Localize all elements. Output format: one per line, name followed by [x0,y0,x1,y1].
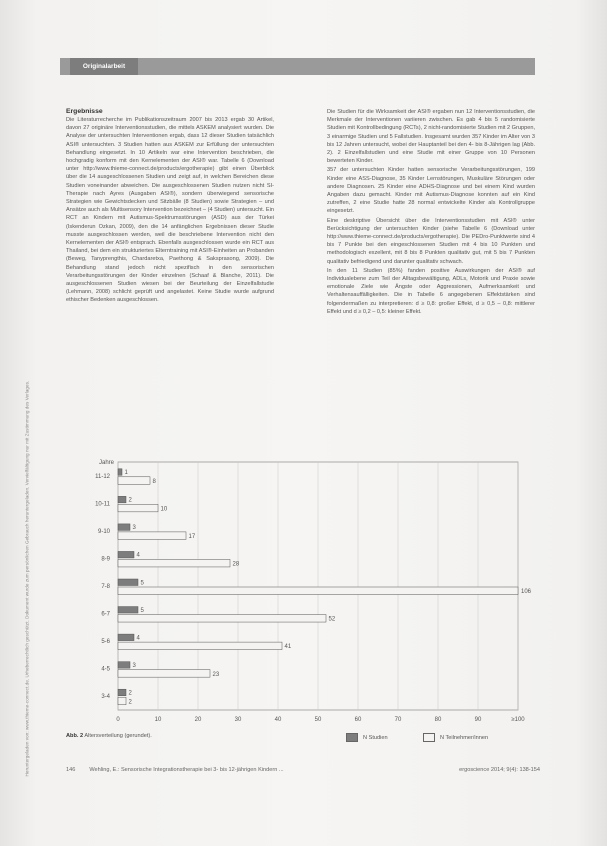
left-paragraph: Die Literaturrecherche im Publikationszeitraum 2007 bis 2013 ergab 30 Artikel, davon 27 originäre Interventionsstudien, die mittels ASKEM analysiert wurden. Die Analyse der untersuchten Interventionen ergab, dass 12 dieser Studien tatsächlich ASI® untersuchten. 3 Studien hatten aus ASKEM zur Erfüllung der untersuchten Behandlung eingesetzt. In 10 Artikeln war eine Intervention beschrieben, die hochgradig konform mit den Kernelementen der ASI® war. Tabelle 6 (Download unter http://www.thieme-connect.de/products/ergotherapie) gibt einen Überblick über die 14 ausgeschlossenen Studien und zeigt auf, in welchen Bereichen diese Studien voneinander abweichen. Die ausgeschlossenen Studien nutzen nicht SI-Therapie nach Ayres (Ausgaben ASI®), sondern überwiegend sensorische Strategien wie Gewichtsdecken und Sitzbälle (8 Studien) sowie Strategien – und Ansätze auch als Multisensory Intervention bezeichnet – (4 Studien) untersucht. Ein RCT an Kindern mit Autismus-Spektrumsstörungen (ASD) aus der Türkei (Iskenderun Ozkan, 2009), den die 14 anfänglichen Ergebnissen dieser Studie musste ausgeschlossen werden, weil die beschriebene Intervention nicht den Kernelementen der ASI® entsprach. Ebenfalls ausgeschlossen wurde ein RCT aus Thailand, bei dem ein strukturiertes Elterntraining mit ASI®-Einheiten an Probanden (Beweg, Tanyprengthis, Chardaretxa, Paethong & Saksprasong, 2009). Die Behandlung stand jedoch nicht spezifisch in den sensorischen Verarbeitungsstörungen der Kinder einzelnen (Schaaf & Blanche, 2011). Die ausgeschlossenen Studien wiesen bei der Beurteilung der Einzelfallstudie (Lehmann, 2008) schlicht geprüft und angelastet. Keine Studie wurde aufgrund ethischer Bedenken ausgeschlossen. [66,117,274,304]
data-label-children: 2 [128,699,132,706]
footer-journal: ergoscience 2014; 9(4): 138-154 [459,767,540,773]
category-label: 7-8 [101,584,110,590]
bar-children [118,477,150,485]
x-tick-label: 50 [314,717,322,723]
section-heading: Ergebnisse [66,108,103,115]
bar-children [118,504,158,512]
bar-children [118,559,230,567]
side-note: Heruntergeladen von: www.thieme-connect.de. Urheberrechtlich geschützt. Dokument wurde zum persönlichen Gebrauch heruntergeladen. Vervielfältigung nur mit Zustimmung des Verlages. [24,380,30,777]
legend-label-studies: N Studien [363,734,388,741]
data-label-studies: 5 [140,580,144,587]
bar-studies [118,469,122,476]
bar-studies [118,634,134,641]
category-label: 9-10 [97,528,110,535]
figure-caption [66,733,152,739]
bar-studies [118,662,130,669]
bar-chart-svg [82,448,542,733]
data-label-studies: 2 [128,497,132,504]
category-label: 3-4 [101,694,110,701]
data-label-studies: 3 [132,525,136,532]
bar-children [118,587,518,595]
y-axis-title: Jahre [98,460,114,466]
data-label-studies: 4 [136,635,140,642]
x-tick-label: 40 [274,717,282,723]
x-tick-label: 10 [154,717,162,723]
x-tick-label: 80 [434,717,442,723]
bar-children [118,532,186,540]
data-label-children: 10 [160,506,168,513]
x-tick-label: 70 [394,717,402,723]
age-distribution-chart [82,448,542,733]
category-label: 6-7 [101,611,110,618]
page-number: 146 [66,767,76,773]
category-label: 8-9 [101,556,110,563]
bar-studies [118,579,138,586]
section-tab: Originalarbeit [70,58,138,75]
right-column [327,108,535,317]
data-label-children: 17 [188,533,196,540]
data-label-studies: 3 [132,662,136,669]
x-tick-label: 60 [354,717,362,723]
bar-studies [118,524,130,531]
category-label: 11-12 [95,473,110,480]
left-column [66,108,274,306]
right-paragraph: Eine deskriptive Übersicht über die Interventionsstudien mit ASI® unter Berücksichtigung der untersuchten Kinder (siehe Tabelle 6 (Download unter http://www.thieme-connect.de/products/ergotherapie). Die PEDro-Punktwerte sind 4 bis 7 Punkte bei den eingeschlossenen Studien mit 4 bis 10 Punkten und methodologisch exzellent, mit 8 bis 8 Punkten qualitativ gut, mit 5 bis 7 Punkten qualitativ befriedigend und darunter qualitativ schwach. [327,217,535,265]
x-tick-label: 0 [116,717,120,723]
figure-caption-text: Altersverteilung (gerundet). [84,733,152,739]
data-label-children: 28 [232,561,240,568]
bar-children [118,670,210,678]
data-label-children: 41 [284,644,292,651]
bar-children [118,697,126,705]
footer-citation: Wehling, E.: Sensorische Integrationstherapie bei 3- bis 12-jährigen Kindern ... [89,767,284,773]
legend-item-children [423,733,488,742]
data-label-studies: 2 [128,690,132,697]
bar-studies [118,689,126,696]
page-footer [66,767,540,773]
bar-studies [118,551,134,558]
figure-label: Abb. 2 [66,733,84,739]
bar-children [118,615,326,623]
data-label-studies: 5 [140,607,144,614]
bar-children [118,642,282,650]
legend-swatch-studies [346,733,358,742]
bar-studies [118,607,138,614]
legend-item-studies [346,733,388,742]
legend-swatch-children [423,733,435,742]
data-label-children: 52 [328,616,336,623]
x-tick-label: 90 [474,717,482,723]
data-label-studies: 1 [124,470,128,477]
category-label: 10-11 [95,501,110,508]
x-tick-label: 30 [234,717,242,723]
legend-label-children: N Teilnehmer/innen [440,734,489,741]
x-tick-label: 20 [194,717,202,723]
right-paragraph: 357 der untersuchten Kinder hatten sensorische Verarbeitungsstörungen, 199 Kinder eine ASS-Diagnose, 35 Kinder Lernstörungen, Muskuläre Störungen oder andere Diagnosen. 25 Kinder eine ADHS-Diagnose und bei einem Kind wurden Angaben dazu gemacht. Kinder mit Autismus-Diagnose konnten auf ein Kind zutreffen, 2 eine Studie hatte 28 normal entwickelte Kinder als Kontrollgruppe eingesetzt. [327,167,535,215]
right-paragraph: In den 11 Studien (85%) fanden positive Auswirkungen der ASI® auf Individualebene zum Teil der Alltagsbewältigung, ADLs, Motorik und Praxie sowie emotionale Ziele wie Ängste oder Aggressionen, Aufmerksamkeit und Verhaltensauffälligkeiten. Die in Tabelle 6 angegebenen Effektstärken sind folgendermaßen zu interpretieren: d ≥ 0,8: großer Effekt, d ≥ 0,5 – 0,8: mittlerer Effekt und d ≥ 0,2 – 0,5: kleiner Effekt. [327,267,535,315]
data-label-children: 106 [521,589,532,596]
data-label-children: 23 [212,671,220,678]
data-label-children: 8 [152,478,156,485]
category-label: 4-5 [101,666,110,673]
data-label-studies: 4 [136,552,140,559]
bar-studies [118,496,126,503]
x-tick-label: ≥100 [511,717,525,723]
category-label: 5-6 [101,639,110,646]
right-paragraph: Die Studien für die Wirksamkeit der ASI® ergaben nun 12 Interventionsstudien, die Merkmale der Interventionen variieren zwischen. Es gab 4 bis 5 randomisierte Studien mit Kontrollbedingung (RCTs), 2 nicht-randomisierte Studien mit 2 Gruppen, 3 einarmige Studien und 5 Fallstudien. Insgesamt wurden 357 Kinder im Alter von 3 bis 12 Jahren untersucht, wobei der Hauptanteil bei den 4- bis 8-Jährigen lag (Abb. 2). 2 Einzelfallstudien und eine Studie mit einer Gruppe von 10 Personen bewerteten Kinder. [327,109,536,165]
